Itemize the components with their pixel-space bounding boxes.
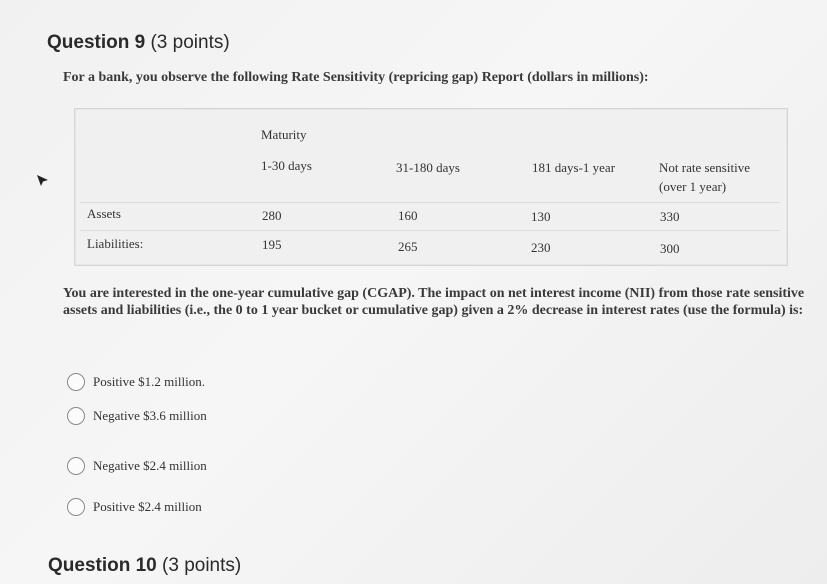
- column-header-181-days-1-year: 181 days-1 year: [532, 160, 616, 175]
- assets-not-rate-sensitive: 330: [660, 209, 680, 224]
- answer-option-3[interactable]: [67, 455, 207, 477]
- liabilities-not-rate-sensitive: 300: [660, 241, 680, 256]
- question-9-points: (3 points): [150, 32, 230, 53]
- table-divider: [80, 230, 780, 231]
- radio-button[interactable]: [67, 457, 85, 475]
- liabilities-181-days-1-year: 230: [531, 240, 551, 255]
- answer-option-label: Positive $2.4 million: [93, 499, 202, 514]
- question-9-title: Question 9: [47, 32, 146, 53]
- answer-option-label: Negative $3.6 million: [93, 408, 207, 423]
- column-header-over-1-year: (over 1 year): [659, 179, 727, 194]
- mouse-pointer-icon: [36, 174, 50, 193]
- answer-option-1[interactable]: [67, 371, 205, 393]
- question-9-intro: For a bank, you observe the following Rate Sensitivity (repricing gap) Report (dollars in millions):: [63, 70, 649, 85]
- radio-button[interactable]: [67, 407, 85, 425]
- column-header-1-30-days: 1-30 days: [261, 158, 312, 173]
- column-header-not-rate-sensitive: Not rate sensitive: [659, 160, 750, 175]
- row-label-liabilities: Liabilities:: [87, 236, 144, 251]
- assets-1-30-days: 280: [262, 208, 282, 223]
- column-header-31-180-days: 31-180 days: [396, 160, 460, 175]
- assets-31-180-days: 160: [398, 208, 418, 223]
- answer-option-2[interactable]: [67, 405, 207, 427]
- question-10-title: Question 10: [48, 555, 157, 576]
- maturity-header: Maturity: [261, 127, 307, 142]
- table-divider: [80, 202, 780, 203]
- assets-181-days-1-year: 130: [531, 209, 551, 224]
- question-10-points: (3 points): [162, 555, 242, 576]
- liabilities-1-30-days: 195: [262, 237, 282, 252]
- answer-option-4[interactable]: [67, 496, 202, 518]
- answer-option-label: Negative $2.4 million: [93, 458, 207, 473]
- radio-button[interactable]: [67, 373, 85, 391]
- row-label-assets: Assets: [87, 206, 121, 221]
- answer-option-label: Positive $1.2 million.: [93, 374, 205, 389]
- liabilities-31-180-days: 265: [398, 239, 418, 254]
- question-9-prompt: You are interested in the one-year cumulative gap (CGAP). The impact on net interest income (NII) from those rate sensitive assets and liabilities (i.e., the 0 to 1 year bucket or cumulative gap) given a 2% decrease in interest rates (use the formula) is:: [63, 286, 805, 318]
- radio-button[interactable]: [67, 498, 85, 516]
- question-9-heading: [47, 32, 230, 54]
- question-10-heading: [48, 555, 241, 577]
